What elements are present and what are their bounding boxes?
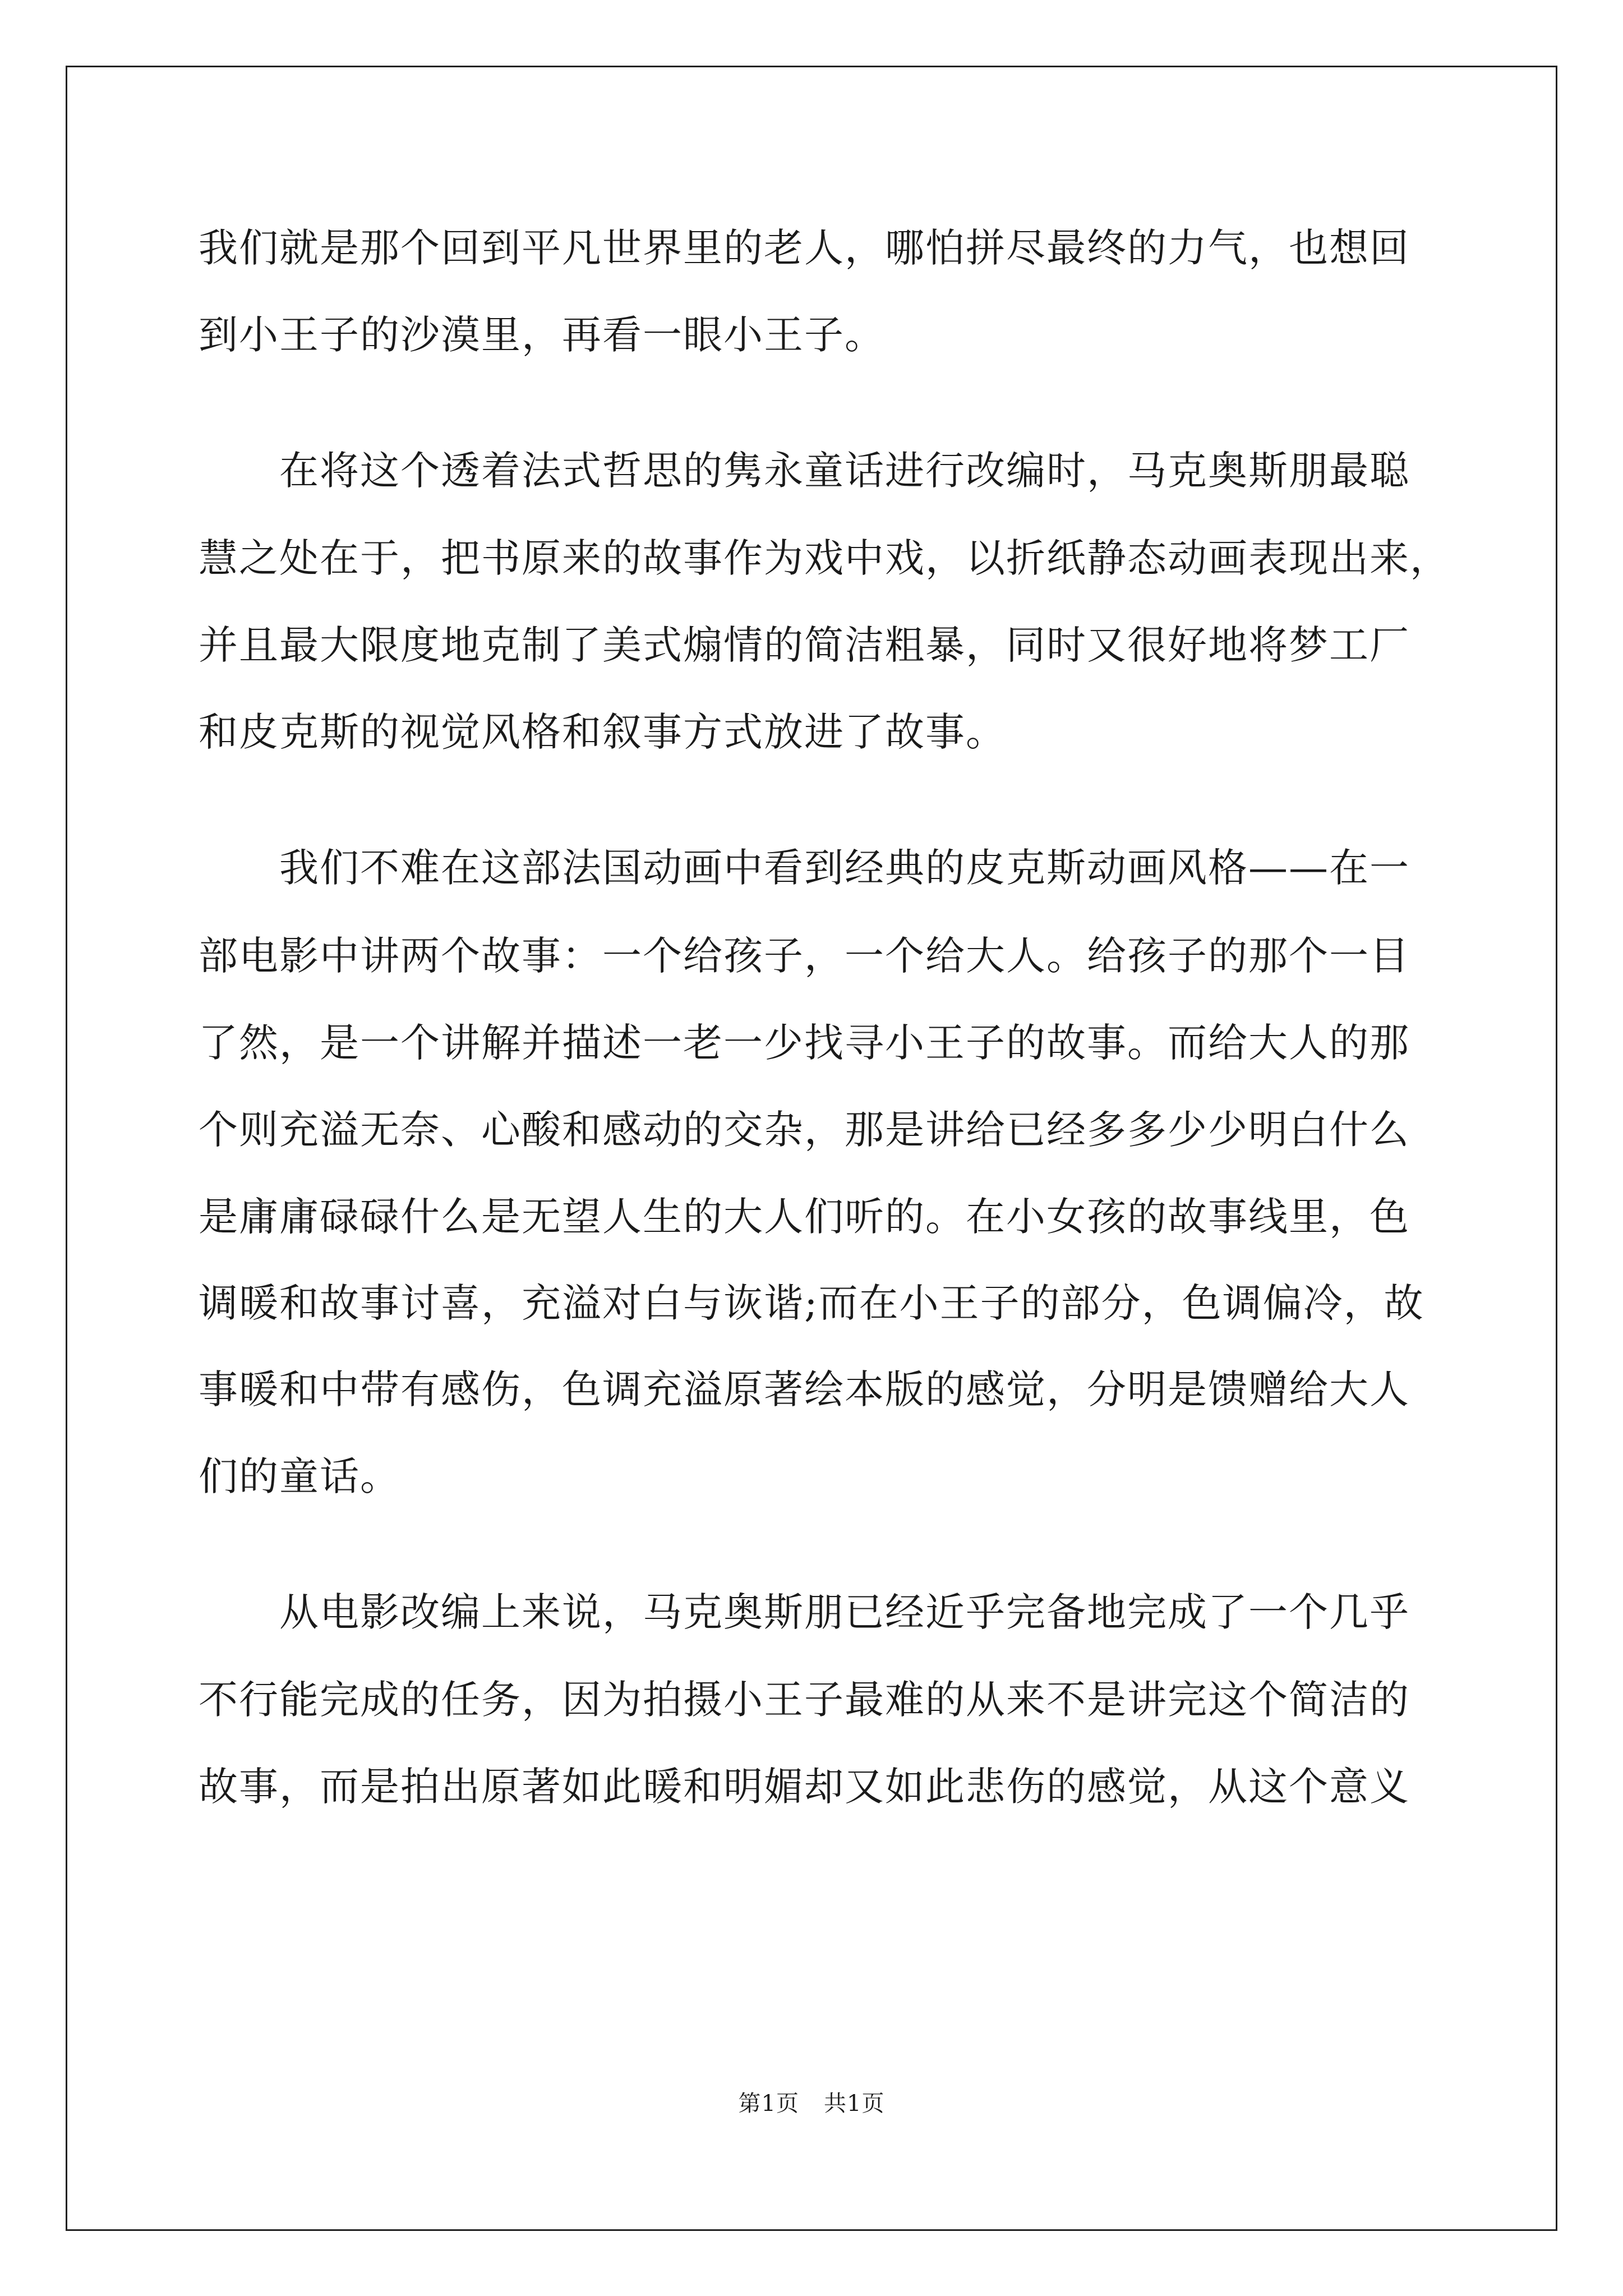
body-text-line: 事暖和中带有感伤，色调充溢原著绘本版的感觉，分明是馈赠给大人: [199, 1366, 1410, 1412]
body-text-line: 个则充溢无奈、心酸和感动的交杂，那是讲给已经多多少少明白什么: [199, 1107, 1410, 1153]
body-text-line: 到小王子的沙漠里，再看一眼小王子。: [199, 312, 885, 358]
body-text-line: 们的童话。: [199, 1453, 400, 1499]
body-text-line: 慧之处在于，把书原来的故事作为戏中戏，以折纸静态动画表现出来，: [199, 535, 1450, 581]
body-text-line: 部电影中讲两个故事：一个给孩子，一个给大人。给孩子的那个一目: [199, 933, 1410, 979]
body-text-line: 我们就是那个回到平凡世界里的老人，哪怕拼尽最终的力气，也想回: [199, 225, 1410, 271]
body-text-line: 故事，而是拍出原著如此暖和明媚却又如此悲伤的感觉，从这个意义: [199, 1764, 1410, 1810]
body-text-line: 从电影改编上来说，马克奥斯朋已经近乎完备地完成了一个几乎: [279, 1589, 1410, 1635]
body-text-line: 和皮克斯的视觉风格和叙事方式放进了故事。: [199, 709, 1006, 755]
body-text-line: 在将这个透着法式哲思的隽永童话进行改编时，马克奥斯朋最聪: [279, 448, 1410, 494]
page-number: 第1页: [738, 2091, 799, 2116]
total-pages: 共1页: [824, 2091, 885, 2116]
page-footer: [0, 2090, 1623, 2118]
body-text-line: 不行能完成的任务，因为拍摄小王子最难的从来不是讲完这个简洁的: [199, 1677, 1410, 1723]
body-text-line: 我们不难在这部法国动画中看到经典的皮克斯动画风格——在一: [279, 845, 1410, 891]
body-text-line: 了然，是一个讲解并描述一老一少找寻小王子的故事。而给大人的那: [199, 1020, 1410, 1066]
body-text-line: 调暖和故事讨喜，充溢对白与诙谐;而在小王子的部分，色调偏冷，故: [199, 1280, 1424, 1326]
body-text-line: 是庸庸碌碌什么是无望人生的大人们听的。在小女孩的故事线里，色: [199, 1194, 1410, 1240]
body-text-line: 并且最大限度地克制了美式煽情的简洁粗暴，同时又很好地将梦工厂: [199, 622, 1410, 668]
